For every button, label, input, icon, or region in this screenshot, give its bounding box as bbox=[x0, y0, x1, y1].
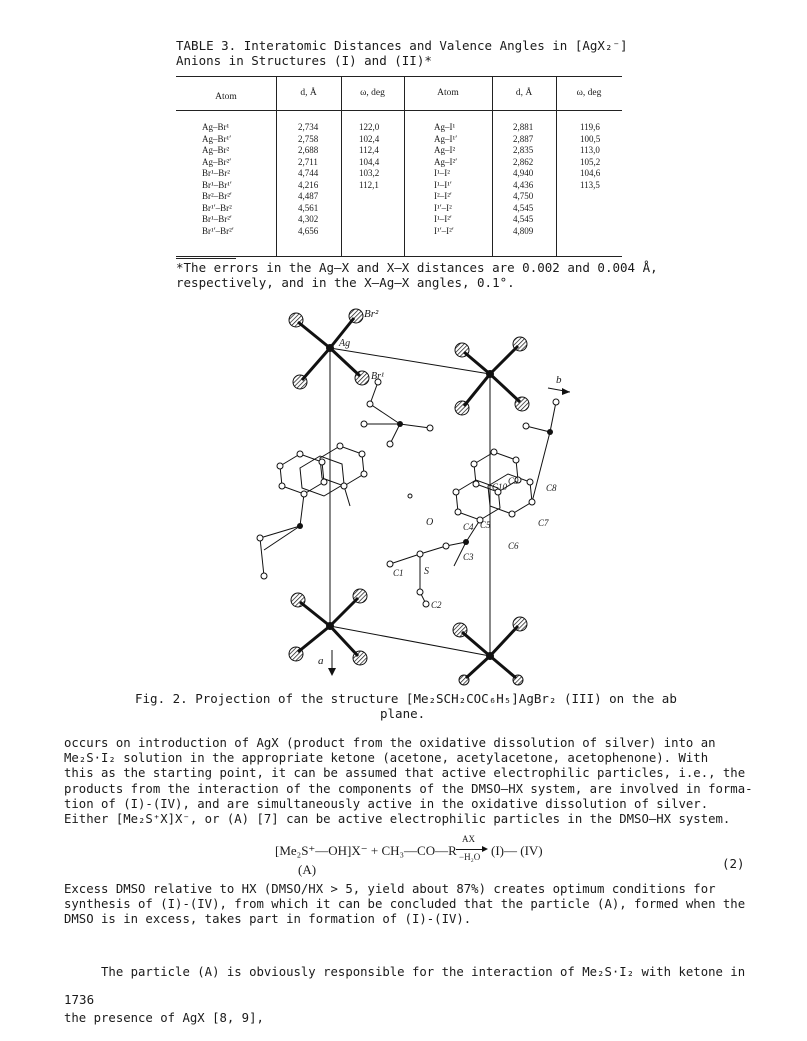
table-cell: 4,656 bbox=[298, 225, 319, 236]
label-c5: C5 bbox=[480, 520, 491, 530]
label-c8: C8 bbox=[546, 483, 557, 493]
text-line: The particle (A) is obviously responsible for the interaction of Me₂S·I₂ with ketone in bbox=[64, 965, 746, 980]
label-s: S bbox=[424, 566, 429, 577]
header-d-right: d, Å bbox=[515, 88, 533, 98]
table-cell: 104,4 bbox=[359, 156, 380, 167]
column-atoms-right bbox=[434, 122, 457, 237]
table-cell: 4,216 bbox=[298, 179, 319, 190]
label-br2: Br² bbox=[364, 308, 379, 320]
table-footnote-line1: *The errors in the Ag–X and X–X distances are 0.002 and 0.004 Å, bbox=[176, 260, 658, 275]
table-cell: Br¹′–Br²′ bbox=[202, 225, 234, 236]
table-cell: 4,809 bbox=[513, 225, 534, 236]
table-cell: 4,302 bbox=[298, 214, 319, 224]
table-cell: Ag–Br² bbox=[202, 145, 230, 155]
column-d-right bbox=[513, 122, 533, 237]
label-c9: C9 bbox=[508, 476, 519, 486]
equation-arrow-bottom: −H₂O bbox=[459, 852, 481, 862]
table-cell: 113,0 bbox=[580, 145, 600, 155]
table-cell: 119,6 bbox=[580, 122, 600, 132]
table-cell: Ag–Br¹ bbox=[202, 122, 230, 132]
label-c1: C1 bbox=[393, 568, 404, 578]
table-cell: Br¹′–Br² bbox=[202, 202, 232, 213]
table-cell: Br²–Br²′ bbox=[202, 191, 232, 201]
arrowhead-icon bbox=[482, 846, 488, 852]
table-cell: I¹–I² bbox=[434, 168, 450, 178]
equation-label-a: (A) bbox=[298, 862, 317, 877]
text-line: synthesis of (I)-(IV), from which it can be concluded that the particle (A), formed when the bbox=[64, 897, 746, 912]
table-cell: I¹′–I²′ bbox=[434, 225, 454, 236]
table-cell: Ag–I¹ bbox=[434, 122, 456, 132]
table-cell: 122,0 bbox=[359, 122, 380, 132]
table-caption-line1: TABLE 3. Interatomic Distances and Valence Angles in [AgX₂⁻] bbox=[176, 38, 628, 53]
label-axis-b: b bbox=[556, 374, 562, 386]
table-cell: I²–I²′ bbox=[434, 191, 452, 201]
table-cell: 2,881 bbox=[513, 122, 534, 132]
label-ag: Ag bbox=[339, 338, 351, 349]
text-line: Either [Me₂S⁺X]X⁻, or (A) [7] can be active electrophilic particles in the DMSO–HX system. bbox=[64, 812, 731, 827]
table-cell: 2,734 bbox=[298, 122, 319, 132]
table-cell: 2,688 bbox=[298, 145, 319, 155]
column-d-left bbox=[298, 122, 318, 237]
crystal-structure-figure bbox=[240, 296, 570, 686]
table-cell: 2,862 bbox=[513, 156, 534, 167]
table-cell: 2,887 bbox=[513, 133, 534, 144]
table-cell: I¹–I¹′ bbox=[434, 179, 452, 190]
table-3 bbox=[176, 76, 622, 256]
table-cell: I¹′–I² bbox=[434, 202, 452, 213]
equation-right: (I)— (IV) bbox=[491, 843, 543, 858]
label-c4: C4 bbox=[463, 522, 474, 532]
paragraph-2 bbox=[64, 882, 750, 928]
table-cell: 104,6 bbox=[580, 168, 601, 178]
header-d-left: d, Å bbox=[300, 88, 317, 98]
text-line: Me₂S·I₂ solution in the appropriate ketone (acetone, acetylacetone, acetophenone). With bbox=[64, 751, 709, 766]
table-cell: I¹–I²′ bbox=[434, 214, 452, 224]
table-cell: 103,2 bbox=[359, 168, 380, 178]
table-cell: 113,5 bbox=[580, 179, 600, 190]
label-c6: C6 bbox=[508, 541, 519, 551]
table-cell: 4,561 bbox=[298, 202, 319, 213]
paragraph-1 bbox=[64, 736, 753, 827]
table-cell: Br¹–Br² bbox=[202, 168, 230, 178]
equation-arrow-top: AX bbox=[462, 834, 475, 844]
table-caption-line2: Anions in Structures (I) and (II)* bbox=[176, 53, 432, 68]
table-cell: 4,436 bbox=[513, 179, 534, 190]
text-line: this as the starting point, it can be assumed that active electrophilic particles, i.e., the bbox=[64, 766, 746, 781]
text-line: the presence of AgX [8, 9], bbox=[64, 1011, 264, 1026]
label-c7: C7 bbox=[538, 518, 549, 528]
table-cell: Ag–Br²′ bbox=[202, 156, 232, 167]
text-line: DMSO is in excess, takes part in formation of (I)-(IV). bbox=[64, 912, 472, 927]
table-cell: 2,711 bbox=[298, 156, 318, 167]
label-c3: C3 bbox=[463, 552, 474, 562]
header-w-right: ω, deg bbox=[576, 88, 602, 98]
column-atoms-left bbox=[202, 122, 234, 237]
page-number: 1736 bbox=[64, 992, 95, 1007]
table-cell: 112,1 bbox=[359, 179, 379, 190]
column-w-left bbox=[359, 122, 379, 191]
table-cell: 102,4 bbox=[359, 133, 380, 144]
table-cell: 4,545 bbox=[513, 202, 534, 213]
text-line: occurs on introduction of AgX (product from the oxidative dissolution of silver) into an bbox=[64, 736, 716, 750]
table-cell: Ag–I¹′ bbox=[434, 133, 458, 144]
table-cell: Br¹–Br²′ bbox=[202, 214, 232, 224]
paragraph-3 bbox=[64, 935, 750, 1041]
table-cell: 4,940 bbox=[513, 168, 534, 178]
header-atom-left: Atom bbox=[215, 92, 237, 102]
equation-left: [Me₂S⁺—OH]X⁻ + CH₃—CO—R bbox=[275, 843, 457, 858]
equation-number: (2) bbox=[722, 856, 745, 871]
header-atom-right: Atom bbox=[437, 88, 459, 98]
text-line: tion of (I)-(IV), and are simultaneously active in the oxidative dissolution of silver. bbox=[64, 796, 709, 811]
label-o: O bbox=[426, 517, 434, 528]
table-cell: 4,750 bbox=[513, 191, 534, 201]
text-line: products from the interaction of the components of the DMSO–HX system, are involved in forma- bbox=[64, 781, 753, 796]
table-cell: Ag–Br¹′ bbox=[202, 133, 232, 144]
header-w-left: ω, deg bbox=[360, 88, 385, 98]
figure-caption-line1: Fig. 2. Projection of the structure [Me₂SCH₂COC₆H₅]AgBr₂ (III) on the ab bbox=[135, 691, 677, 706]
label-c10: C10 bbox=[492, 482, 508, 492]
table-cell: Br¹–Br¹′ bbox=[202, 179, 232, 190]
table-cell: 105,2 bbox=[580, 156, 601, 167]
label-c2: C2 bbox=[431, 600, 442, 610]
figure-caption-line2: plane. bbox=[380, 706, 426, 721]
table-cell: Ag–I²′ bbox=[434, 156, 458, 167]
label-br1: Br¹ bbox=[371, 371, 384, 382]
column-w-right bbox=[580, 122, 600, 191]
table-cell: 4,487 bbox=[298, 191, 319, 201]
footnote-rule bbox=[176, 258, 236, 259]
text-line: Excess DMSO relative to HX (DMSO/HX > 5, yield about 87%) creates optimum conditions for bbox=[64, 882, 716, 896]
table-cell: 4,545 bbox=[513, 214, 534, 224]
table-cell: 100,5 bbox=[580, 133, 601, 144]
table-cell: 2,835 bbox=[513, 145, 534, 155]
table-footnote-line2: respectively, and in the X–Ag–X angles, 0.1°. bbox=[176, 275, 515, 290]
table-cell: 2,758 bbox=[298, 133, 319, 144]
table-cell: 112,4 bbox=[359, 145, 379, 155]
table-cell: Ag–I² bbox=[434, 145, 456, 155]
table-cell: 4,744 bbox=[298, 168, 319, 178]
label-axis-a: a bbox=[318, 655, 324, 667]
